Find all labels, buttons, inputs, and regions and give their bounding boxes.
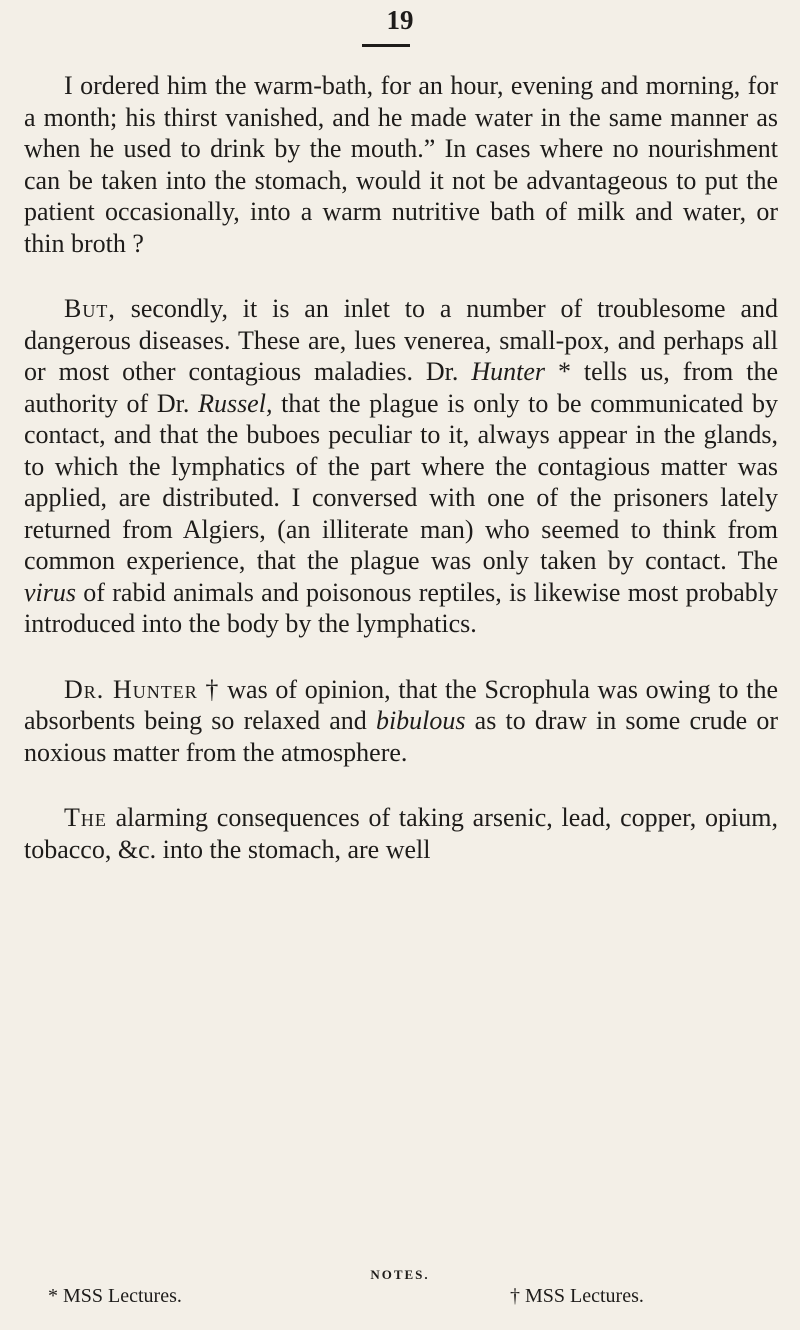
page-number: 19 bbox=[386, 5, 414, 35]
paragraph-lead-word: Dr. Hunter bbox=[64, 674, 198, 704]
footnote-right: † MSS Lectures. bbox=[510, 1285, 644, 1307]
text-segment: of rabid animals and poisonous reptiles, is likewise most probably introduced into the body by the lymphatics. bbox=[24, 577, 778, 638]
paragraph bbox=[24, 293, 778, 640]
text-segment-italic: Russel, bbox=[198, 388, 273, 418]
paragraph bbox=[24, 674, 778, 769]
text-segment: that the plague is only to be communicated by contact, and that the buboes peculiar to it, always appear in the glands, to which the lymphatics of the part where the contagious matter was applied, are distributed. I conversed with one of the prisoners lately returned from Algiers, (an illiterate man) who seemed to think from common experience, that the plague was only taken by contact. The bbox=[24, 388, 778, 575]
body-text bbox=[24, 70, 778, 865]
paragraph bbox=[24, 70, 778, 259]
notes-heading: NOTES. bbox=[370, 1267, 430, 1282]
text-segment: * tells us, from the authority of Dr. bbox=[24, 357, 778, 418]
text-segment-italic: bibulous bbox=[375, 706, 466, 735]
paragraph-lead-word: The bbox=[64, 803, 107, 832]
text-segment: I ordered him the warm-bath, for an hour, evening and morning, for a month; his thirst vanished, and he made water in the same manner as when he used to drink by the mouth.” In cases where no nourishment can be taken into the stomach, would it not be advantageous to put the patient occasionally, into a warm nutritive bath of milk and water, or thin broth ? bbox=[24, 71, 778, 258]
text-segment-italic: Hunter bbox=[471, 357, 546, 386]
paragraph-lead-word: But, bbox=[64, 294, 116, 323]
text-segment: alarming consequences of taking arsenic, lead, copper, opium, tobacco, &c. into the stomach, are well bbox=[24, 803, 778, 864]
text-segment: † was of opinion, that the Scrophula was owing to the absorbents being so relaxed and bbox=[24, 674, 778, 735]
text-segment: as to draw in some crude or noxious matter from the atmosphere. bbox=[24, 706, 779, 767]
text-segment: secondly, it is an inlet to a number of troublesome and dangerous diseases. These are, lues venerea, small-pox, and perhaps all or most other contagious maladies. Dr. bbox=[24, 294, 778, 386]
paragraph bbox=[24, 802, 778, 865]
footnote-left: * MSS Lectures. bbox=[48, 1285, 182, 1307]
header-rule bbox=[362, 44, 410, 47]
text-segment-italic: virus bbox=[24, 577, 76, 607]
